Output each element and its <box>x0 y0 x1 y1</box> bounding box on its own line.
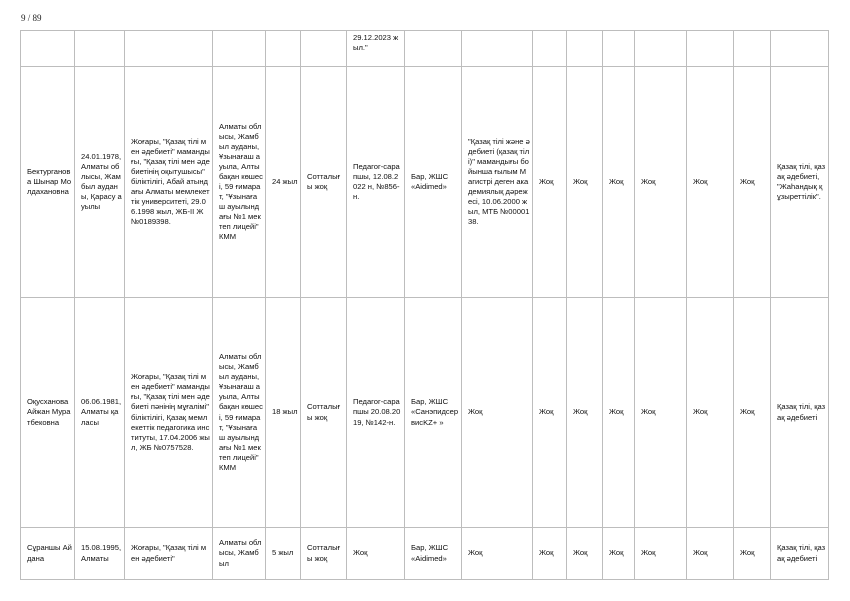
cell-workplace: Алматы облысы, Жамбыл <box>213 528 266 580</box>
cell-col-13 <box>635 31 687 67</box>
cell-col-12: Жоқ <box>603 528 635 580</box>
cell-col-11: Жоқ <box>567 528 603 580</box>
cell-col-11: Жоқ <box>567 298 603 528</box>
cell-category: 29.12.2023 жыл." <box>347 31 405 67</box>
cell-criminal-record <box>301 31 347 67</box>
cell-academic-degree: Жоқ <box>462 528 533 580</box>
cell-col-14 <box>687 31 734 67</box>
cell-col-14: Жоқ <box>687 67 734 298</box>
cell-col-12: Жоқ <box>603 298 635 528</box>
cell-full-name: Бектурганова Шынар Молдахановна <box>21 67 75 298</box>
cell-experience: 5 жыл <box>266 528 301 580</box>
cell-col-13: Жоқ <box>635 528 687 580</box>
cell-col-11 <box>567 31 603 67</box>
cell-col-14: Жоқ <box>687 528 734 580</box>
cell-academic-degree: "Қазақ тілі және әдебиеті (қазақ тілі)" мамандығы бойынша ғылым Магистрі деген академиялық дәрежесі, 10.06.2000 жыл, МТБ №0000138. <box>462 67 533 298</box>
cell-subjects: Қазақ тілі, қазақ әдебиеті <box>771 298 829 528</box>
cell-medical-book <box>405 31 462 67</box>
cell-col-10 <box>533 31 567 67</box>
cell-criminal-record: Сотталығы жоқ <box>301 528 347 580</box>
page-number: 9 / 89 <box>21 13 42 23</box>
cell-academic-degree: Жоқ <box>462 298 533 528</box>
cell-col-15 <box>734 31 771 67</box>
cell-col-15: Жоқ <box>734 298 771 528</box>
cell-category: Педагог-сарапшы 20.08.2019, №142-н. <box>347 298 405 528</box>
cell-birth-info: 15.08.1995, Алматы <box>75 528 125 580</box>
cell-subjects: Қазақ тілі, қазақ әдебиеті <box>771 528 829 580</box>
table-row <box>21 31 829 67</box>
cell-workplace: Алматы облысы, Жамбыл ауданы, Ұзынағаш ауыла, Алтыбақан көшесі, 59 ғимарат, "Ұзынағаш ауылындағы №1 мектеп лицейі" КММ <box>213 298 266 528</box>
cell-full-name <box>21 31 75 67</box>
cell-subjects <box>771 31 829 67</box>
cell-medical-book: Бар, ЖШС «Aidimed» <box>405 528 462 580</box>
cell-birth-info: 24.01.1978, Алматы облысы, Жамбыл ауданы, Қарасу ауылы <box>75 67 125 298</box>
cell-education: Жоғары, "Қазақ тілі мен әдебиеті" мамандығы, "Қазақ тілі мен әдебиеті пәнінің мұғалімі" біліктілігі, Қазақ мемлекеттік педагогика институты, 17.04.2006 жыл, ЖБ №0757528. <box>125 298 213 528</box>
cell-col-15: Жоқ <box>734 528 771 580</box>
cell-medical-book: Бар, ЖШС «СанэпидсервисKZ+ » <box>405 298 462 528</box>
cell-col-15: Жоқ <box>734 67 771 298</box>
cell-experience: 18 жыл <box>266 298 301 528</box>
cell-experience <box>266 31 301 67</box>
cell-subjects: Қазақ тілі, қазақ әдебиеті, "Жаһандық құзыреттілік". <box>771 67 829 298</box>
cell-category: Жоқ <box>347 528 405 580</box>
cell-full-name: Оқусханова Айжан Муратбековна <box>21 298 75 528</box>
cell-birth-info: 06.06.1981, Алматы қаласы <box>75 298 125 528</box>
cell-birth-info <box>75 31 125 67</box>
cell-full-name: Сұраншы Айдана <box>21 528 75 580</box>
cell-col-10: Жоқ <box>533 67 567 298</box>
table-row <box>21 528 829 580</box>
cell-col-10: Жоқ <box>533 298 567 528</box>
cell-criminal-record: Сотталығы жоқ <box>301 298 347 528</box>
cell-col-14: Жоқ <box>687 298 734 528</box>
teachers-table <box>20 30 829 580</box>
cell-workplace <box>213 31 266 67</box>
cell-academic-degree <box>462 31 533 67</box>
cell-education: Жоғары, "Қазақ тілі мен әдебиеті" мамандығы, "Қазақ тілі мен әдебиетінің оқытушысы" біліктілігі, Абай атындағы Алматы мемлекеттік университеті, 29.06.1998 жыл, ЖБ-ІІ Ж №0189398. <box>125 67 213 298</box>
table-row <box>21 67 829 298</box>
cell-workplace: Алматы облысы, Жамбыл ауданы, Ұзынағаш ауыла, Алтыбақан көшесі, 59 ғимарат, "Ұзынағаш ауылындағы №1 мектеп лицейі" КММ <box>213 67 266 298</box>
cell-col-10: Жоқ <box>533 528 567 580</box>
cell-education <box>125 31 213 67</box>
cell-col-13: Жоқ <box>635 67 687 298</box>
cell-col-13: Жоқ <box>635 298 687 528</box>
table-row <box>21 298 829 528</box>
cell-experience: 24 жыл <box>266 67 301 298</box>
cell-col-12: Жоқ <box>603 67 635 298</box>
cell-col-12 <box>603 31 635 67</box>
cell-education: Жоғары, "Қазақ тілі мен әдебиеті" <box>125 528 213 580</box>
cell-medical-book: Бар, ЖШС «Aidimed» <box>405 67 462 298</box>
cell-criminal-record: Сотталығы жоқ <box>301 67 347 298</box>
cell-category: Педагог-сарапшы, 12.08.2022 н, №856-н. <box>347 67 405 298</box>
cell-col-11: Жоқ <box>567 67 603 298</box>
